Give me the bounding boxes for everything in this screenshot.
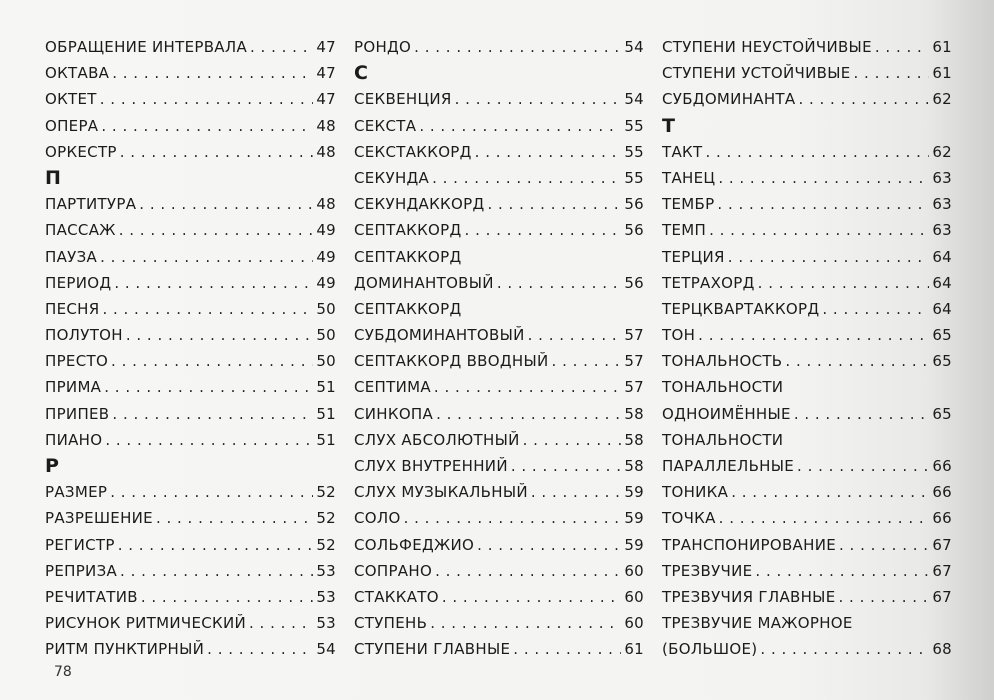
index-term: РАЗРЕШЕНИЕ	[45, 509, 153, 528]
index-term: РЕПРИЗА	[45, 561, 118, 580]
index-term: ПАРАЛЛЕЛЬНЫЕ	[662, 457, 795, 475]
index-page-ref: 59	[624, 509, 644, 528]
index-term: СЕКУНДАККОРД	[354, 195, 485, 214]
index-entry	[354, 479, 644, 505]
dot-leader	[513, 636, 621, 662]
index-term: СОЛЬФЕДЖИО	[354, 535, 475, 554]
dot-leader	[760, 636, 929, 662]
index-term: ПОЛУТОН	[45, 326, 123, 345]
section-letter	[662, 113, 952, 139]
section-letter-label: Т	[662, 114, 676, 137]
dot-leader	[455, 86, 622, 112]
index-page-ref: 60	[624, 561, 644, 580]
index-page-ref: 58	[624, 404, 644, 423]
dot-leader	[102, 296, 313, 322]
index-entry	[354, 191, 644, 217]
dot-leader	[112, 401, 313, 427]
dot-leader	[755, 558, 929, 584]
dot-leader	[475, 139, 622, 165]
index-entry	[354, 348, 644, 374]
index-term: СОЛО	[354, 509, 401, 528]
index-entry	[45, 532, 336, 558]
index-entry	[662, 244, 952, 270]
index-page-ref: 65	[932, 326, 952, 345]
dot-leader	[119, 217, 314, 243]
index-entry	[354, 584, 644, 610]
index-page-ref: 63	[932, 221, 952, 240]
dot-leader	[875, 34, 929, 60]
index-page-ref: 59	[624, 483, 644, 502]
dot-leader	[528, 322, 622, 348]
index-entry	[45, 610, 336, 636]
dot-leader	[111, 348, 313, 374]
dot-leader	[477, 532, 621, 558]
index-term: ТОНАЛЬНОСТИ	[662, 430, 784, 449]
index-term: СТУПЕНЬ	[354, 614, 428, 633]
index-column-3	[662, 34, 952, 663]
dot-leader	[436, 401, 621, 427]
index-page-ref: 58	[624, 430, 644, 449]
dot-leader	[854, 60, 930, 86]
dot-leader	[414, 34, 621, 60]
index-term: ТОН	[662, 326, 696, 345]
index-entry	[354, 322, 644, 348]
dot-leader	[718, 165, 929, 191]
index-entry	[45, 636, 336, 662]
dot-leader	[404, 505, 622, 531]
index-term: ОРКЕСТР	[45, 142, 117, 161]
index-term: ОКТАВА	[45, 64, 110, 83]
index-entry	[662, 401, 952, 427]
index-term: ТОНАЛЬНОСТЬ	[662, 352, 783, 371]
index-entry	[662, 322, 952, 348]
section-letter	[354, 60, 644, 86]
index-entry	[662, 165, 952, 191]
index-page-ref: 49	[316, 221, 336, 240]
dot-leader	[728, 244, 930, 270]
index-term: ПИАНО	[45, 430, 103, 449]
dot-leader	[126, 322, 313, 348]
index-page-ref: 54	[624, 90, 644, 109]
index-term: ПАУЗА	[45, 247, 98, 266]
dot-leader	[249, 610, 313, 636]
index-term: РОНДО	[354, 38, 412, 56]
index-term: ПРИМА	[45, 378, 102, 397]
index-entry	[354, 270, 644, 296]
index-entry	[45, 60, 336, 86]
index-term: ПРЕСТО	[45, 352, 109, 371]
index-page-ref: 55	[624, 116, 644, 135]
index-page-ref: 56	[624, 195, 644, 214]
dot-leader	[465, 217, 622, 243]
index-term: ПАССАЖ	[45, 221, 116, 240]
dot-leader	[731, 479, 929, 505]
index-page-ref: 58	[624, 457, 644, 475]
index-page-ref: 48	[316, 142, 336, 161]
index-page-ref: 55	[624, 168, 644, 187]
index-entry	[662, 217, 952, 243]
index-page-ref: 53	[316, 561, 336, 580]
index-term: ОПЕРА	[45, 116, 99, 135]
dot-leader	[435, 558, 621, 584]
index-page-ref: 64	[932, 273, 952, 292]
dot-leader	[419, 113, 621, 139]
index-term: СТУПЕНИ НЕУСТОЙЧИВЫЕ	[662, 38, 872, 56]
dot-leader	[839, 532, 929, 558]
index-page-ref: 50	[316, 352, 336, 371]
dot-leader	[758, 270, 930, 296]
index-page-ref: 53	[316, 614, 336, 633]
index-term: СЕПТАККОРД ВВОДНЫЙ	[354, 352, 549, 371]
index-entry	[662, 270, 952, 296]
index-entry	[662, 479, 952, 505]
index-term: РЕЧИТАТИВ	[45, 587, 138, 606]
dot-leader	[141, 584, 313, 610]
dot-leader	[101, 113, 313, 139]
index-term: СЕКСТАККОРД	[354, 142, 472, 161]
index-page-ref: 63	[932, 195, 952, 214]
dot-leader	[120, 139, 314, 165]
index-page-ref: 54	[316, 640, 336, 659]
index-page-ref: 52	[316, 509, 336, 528]
index-entry	[354, 453, 644, 479]
index-entry	[662, 558, 952, 584]
dot-leader	[442, 584, 621, 610]
dot-leader	[552, 348, 622, 374]
index-term: ТРЕЗВУЧИЯ ГЛАВНЫЕ	[662, 587, 836, 606]
index-entry	[45, 374, 336, 400]
index-entry	[662, 374, 952, 400]
index-page-ref: 62	[932, 90, 952, 109]
index-term: ТЕТРАХОРД	[662, 273, 755, 292]
index-entry	[354, 217, 644, 243]
index-page-ref: 66	[932, 457, 952, 475]
index-entry	[354, 401, 644, 427]
index-term: ТАКТ	[662, 142, 703, 161]
dot-leader	[207, 636, 313, 662]
index-entry	[354, 636, 644, 662]
dot-leader	[118, 532, 314, 558]
index-page-ref: 50	[316, 299, 336, 318]
dot-leader	[430, 610, 621, 636]
index-page-ref: 57	[624, 352, 644, 371]
index-page-ref: 61	[624, 640, 644, 659]
index-page-ref: 63	[932, 168, 952, 187]
index-term: ПАРТИТУРА	[45, 195, 137, 214]
index-page-ref: 68	[932, 640, 952, 659]
index-page-ref: 56	[624, 273, 644, 292]
index-term: ТЕМП	[662, 221, 707, 240]
dot-leader	[511, 453, 621, 479]
dot-leader	[497, 270, 621, 296]
index-term: СЕПТАККОРД	[354, 247, 462, 266]
index-term: ОДНОИМЁННЫЕ	[662, 404, 791, 423]
index-term: ПРИПЕВ	[45, 404, 110, 423]
index-page-ref: 65	[932, 352, 952, 371]
index-term: ТАНЕЦ	[662, 168, 716, 187]
index-term: РИСУНОК РИТМИЧЕСКИЙ	[45, 614, 247, 633]
index-term: СТУПЕНИ ГЛАВНЫЕ	[354, 640, 511, 659]
index-term: ТЕРЦИЯ	[662, 247, 725, 266]
index-term: СЛУХ АБСОЛЮТНЫЙ	[354, 430, 520, 449]
index-entry	[354, 139, 644, 165]
dot-leader	[104, 374, 313, 400]
index-term: ТЕРЦКВАРТАККОРД	[662, 299, 820, 318]
index-entry	[354, 113, 644, 139]
dot-leader	[120, 558, 313, 584]
section-letter	[45, 165, 336, 191]
dot-leader	[785, 348, 929, 374]
index-term: СЛУХ ВНУТРЕННИЙ	[354, 457, 508, 475]
index-term: СЛУХ МУЗЫКАЛЬНЫЙ	[354, 483, 528, 502]
index-page-ref: 51	[316, 430, 336, 449]
index-term: СЕПТАККОРД	[354, 221, 462, 240]
index-term: РАЗМЕР	[45, 483, 108, 502]
index-page-ref: 67	[932, 535, 952, 554]
dot-leader	[709, 217, 929, 243]
index-term: СТАККАТО	[354, 587, 439, 606]
index-term: ТОЧКА	[662, 509, 716, 528]
index-entry	[662, 191, 952, 217]
index-term: ТОНИКА	[662, 483, 729, 502]
index-term: ТЕМБР	[662, 195, 715, 214]
index-term: СЕПТИМА	[354, 378, 431, 397]
index-term: ОКТЕТ	[45, 90, 97, 109]
index-term: СЕПТАККОРД	[354, 299, 462, 318]
index-page-ref: 65	[932, 404, 952, 423]
index-term: СОПРАНО	[354, 561, 433, 580]
index-term: ТОНАЛЬНОСТИ	[662, 378, 784, 397]
index-page-ref: 59	[624, 535, 644, 554]
index-page-ref: 57	[624, 378, 644, 397]
index-entry	[662, 34, 952, 60]
index-entry	[662, 584, 952, 610]
dot-leader	[822, 296, 929, 322]
index-entry	[354, 558, 644, 584]
index-entry	[662, 505, 952, 531]
dot-leader	[531, 479, 621, 505]
index-term: ТРЕЗВУЧИЕ МАЖОРНОЕ	[662, 614, 853, 633]
dot-leader	[839, 584, 930, 610]
index-page-ref: 51	[316, 404, 336, 423]
index-entry	[45, 348, 336, 374]
index-page-ref: 67	[932, 587, 952, 606]
dot-leader	[100, 244, 313, 270]
index-page-ref: 64	[932, 247, 952, 266]
index-entry	[354, 244, 644, 270]
index-term: СТУПЕНИ УСТОЙЧИВЫЕ	[662, 64, 851, 83]
index-page-ref: 47	[316, 38, 336, 56]
index-entry	[45, 296, 336, 322]
index-entry	[45, 401, 336, 427]
index-page-ref: 61	[932, 64, 952, 83]
index-entry	[662, 610, 952, 636]
index-page-ref: 52	[316, 483, 336, 502]
index-entry	[45, 584, 336, 610]
index-entry	[45, 479, 336, 505]
index-page-ref: 60	[624, 614, 644, 633]
index-term: ОБРАЩЕНИЕ ИНТЕРВАЛА	[45, 38, 248, 56]
index-term: ТРАНСПОНИРОВАНИЕ	[662, 535, 836, 554]
index-term: СУБДОМИНАНТОВЫЙ	[354, 326, 525, 345]
index-term: ПЕСНЯ	[45, 299, 100, 318]
index-entry	[45, 191, 336, 217]
index-entry	[662, 453, 952, 479]
dot-leader	[794, 401, 929, 427]
dot-leader	[698, 322, 929, 348]
index-entry	[45, 270, 336, 296]
index-entry	[662, 427, 952, 453]
index-entry	[45, 139, 336, 165]
index-entry	[354, 34, 644, 60]
index-page-ref: 57	[624, 326, 644, 345]
index-page-ref: 47	[316, 64, 336, 83]
index-entry	[45, 34, 336, 60]
index-page-ref: 51	[316, 378, 336, 397]
index-page-ref: 60	[624, 587, 644, 606]
index-entry	[662, 296, 952, 322]
index-term: ПЕРИОД	[45, 273, 112, 292]
dot-leader	[156, 505, 313, 531]
index-entry	[45, 505, 336, 531]
index-entry	[354, 86, 644, 112]
index-page-ref: 54	[624, 38, 644, 56]
dot-leader	[114, 270, 313, 296]
dot-leader	[250, 34, 313, 60]
index-page-ref: 48	[316, 116, 336, 135]
dot-leader	[100, 86, 314, 112]
index-page-ref: 56	[624, 221, 644, 240]
index-page-ref: 62	[932, 142, 952, 161]
index-page-ref: 52	[316, 535, 336, 554]
dot-leader	[432, 165, 621, 191]
section-letter	[45, 453, 336, 479]
index-term: СЕКУНДА	[354, 168, 430, 187]
index-page-ref: 50	[316, 326, 336, 345]
index-page-ref: 64	[932, 299, 952, 318]
index-term: ДОМИНАНТОВЫЙ	[354, 273, 494, 292]
index-entry	[354, 427, 644, 453]
dot-leader	[110, 479, 313, 505]
page-number: 78	[54, 664, 72, 680]
section-letter-label: С	[354, 62, 369, 85]
index-term: РЕГИСТР	[45, 535, 115, 554]
index-entry	[662, 348, 952, 374]
index-entry	[45, 427, 336, 453]
index-page-ref: 53	[316, 587, 336, 606]
index-term: (БОЛЬШОЕ)	[662, 640, 758, 659]
dot-leader	[719, 505, 930, 531]
index-term: СЕКСТА	[354, 116, 417, 135]
index-entry	[45, 322, 336, 348]
dot-leader	[487, 191, 621, 217]
index-page-ref: 61	[932, 38, 952, 56]
dot-leader	[105, 427, 313, 453]
dot-leader	[705, 139, 929, 165]
dot-leader	[112, 60, 313, 86]
index-entry	[662, 532, 952, 558]
index-column-2	[354, 34, 644, 663]
section-letter-label: Р	[45, 455, 60, 477]
index-entry	[662, 636, 952, 662]
index-term: РИТМ ПУНКТИРНЫЙ	[45, 640, 205, 659]
index-entry	[662, 139, 952, 165]
index-page-ref: 67	[932, 561, 952, 580]
index-entry	[45, 113, 336, 139]
index-entry	[354, 610, 644, 636]
index-term: СИНКОПА	[354, 404, 434, 423]
dot-leader	[523, 427, 622, 453]
index-entry	[45, 86, 336, 112]
dot-leader	[434, 374, 621, 400]
index-term: ТРЕЗВУЧИЕ	[662, 561, 753, 580]
index-entry	[354, 296, 644, 322]
index-page-ref: 47	[316, 90, 336, 109]
index-term: СУБДОМИНАНТА	[662, 90, 796, 109]
index-entry	[354, 165, 644, 191]
dot-leader	[717, 191, 929, 217]
index-page-ref: 66	[932, 509, 952, 528]
dot-leader	[139, 191, 313, 217]
index-page-ref: 55	[624, 142, 644, 161]
index-entry	[662, 60, 952, 86]
index-page-ref: 48	[316, 195, 336, 214]
index-entry	[45, 244, 336, 270]
index-column-1	[45, 34, 336, 663]
index-entry	[354, 374, 644, 400]
index-entry	[354, 532, 644, 558]
index-term: СЕКВЕНЦИЯ	[354, 90, 452, 109]
index-page-ref: 49	[316, 247, 336, 266]
index-page-ref: 49	[316, 273, 336, 292]
section-letter-label: П	[45, 166, 62, 189]
index-entry	[45, 217, 336, 243]
dot-leader	[797, 453, 929, 479]
index-entry	[662, 86, 952, 112]
index-page-ref: 66	[932, 483, 952, 502]
index-entry	[45, 558, 336, 584]
dot-leader	[798, 86, 929, 112]
index-entry	[354, 505, 644, 531]
